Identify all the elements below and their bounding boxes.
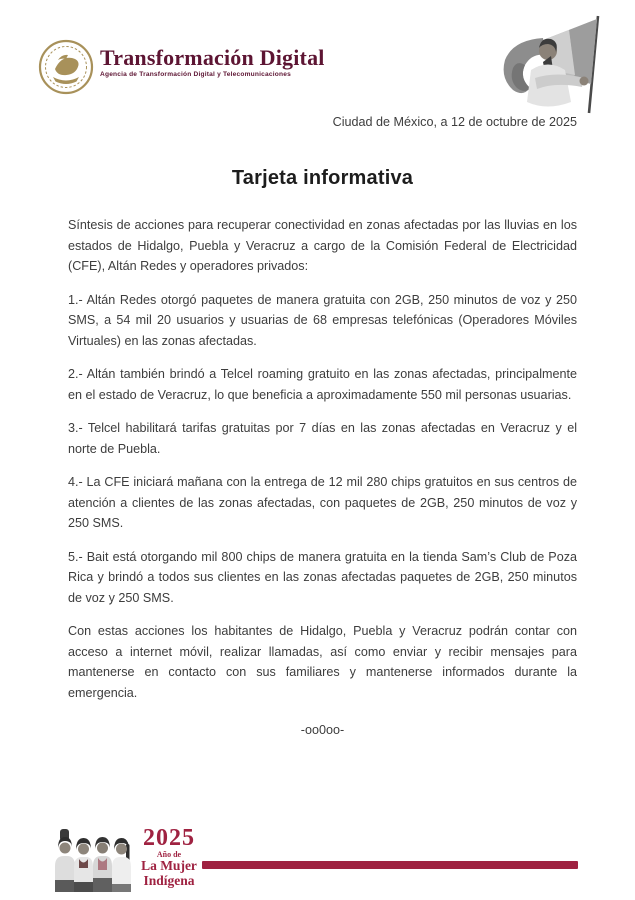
footer-caption-line1: La Mujer	[141, 858, 197, 873]
closing-mark: -oo0oo-	[300, 723, 345, 737]
agency-title-block	[100, 38, 325, 78]
footer-caption-line2: Indígena	[143, 872, 195, 888]
mexican-coat-of-arms-icon	[38, 38, 94, 96]
agency-subtitle: Agencia de Transformación Digital y Telecomunicaciones	[100, 71, 291, 78]
paragraph-item-3: 3.- Telcel habilitará tarifas gratuitas por 7 días en las zonas afectadas en Veracruz y el norte de Puebla.	[68, 421, 577, 456]
footer-caption-small: Año de	[156, 850, 182, 859]
paragraph-item-4: 4.- La CFE iniciará mañana con la entrega de 12 mil 280 chips gratuitos en sus centros de atención a clientes de las zonas afectadas, con paquetes de 2GB, 250 minutos de voz y 250 SMS.	[68, 475, 577, 530]
footer-year-block	[136, 827, 202, 888]
paragraph-item-2: 2.- Altán también brindó a Telcel roaming gratuito en las zonas afectadas, principalmente en el estado de Veracruz, lo que beneficia a aproximadamente 550 mil personas usuarias.	[68, 367, 577, 402]
woman-with-flag-illustration	[485, 12, 621, 118]
paragraph-intro: Síntesis de acciones para recuperar conectividad en zonas afectadas por las lluvias en los estados de Hidalgo, Puebla y Veracruz a cargo de la Comisión Federal de Electricidad (CFE), Altán Redes y operadores privados:	[68, 218, 577, 273]
paragraphs	[68, 215, 577, 703]
paragraph-item-5: 5.- Bait está otorgando mil 800 chips de manera gratuita en la tienda Sam’s Club de Poza Rica y brindó a todos sus clientes en las zonas afectadas paquetes de 2GB, 250 minutos de voz y 250 SMS.	[68, 549, 577, 605]
paragraph-closing: Con estas acciones los habitantes de Hidalgo, Puebla y Veracruz podrán contar con acceso a internet móvil, realizar llamadas, así como enviar y recibir mensajes para mantenerse en contacto con sus familiares y mantenerse informados durante la emergencia.	[68, 624, 577, 700]
paragraph-item-1: 1.- Altán Redes otorgó paquetes de manera gratuita con 2GB, 250 minutos de voz y 250 SMS, a 54 mil 20 usuarios y usuarias de 68 empresas telefónicas (Operadores Móviles Virtuales) en las zonas afectadas.	[68, 292, 577, 348]
page-title: Tarjeta informativa	[231, 167, 414, 189]
footer-accent-bar	[202, 861, 578, 869]
indigenous-women-illustration	[48, 828, 136, 892]
footer-year: 2025	[143, 825, 195, 851]
dateline: Ciudad de México, a 12 de octubre de 2025	[332, 115, 577, 129]
agency-title: Transformación Digital	[100, 45, 325, 70]
document-body	[68, 114, 577, 737]
header	[38, 38, 325, 96]
